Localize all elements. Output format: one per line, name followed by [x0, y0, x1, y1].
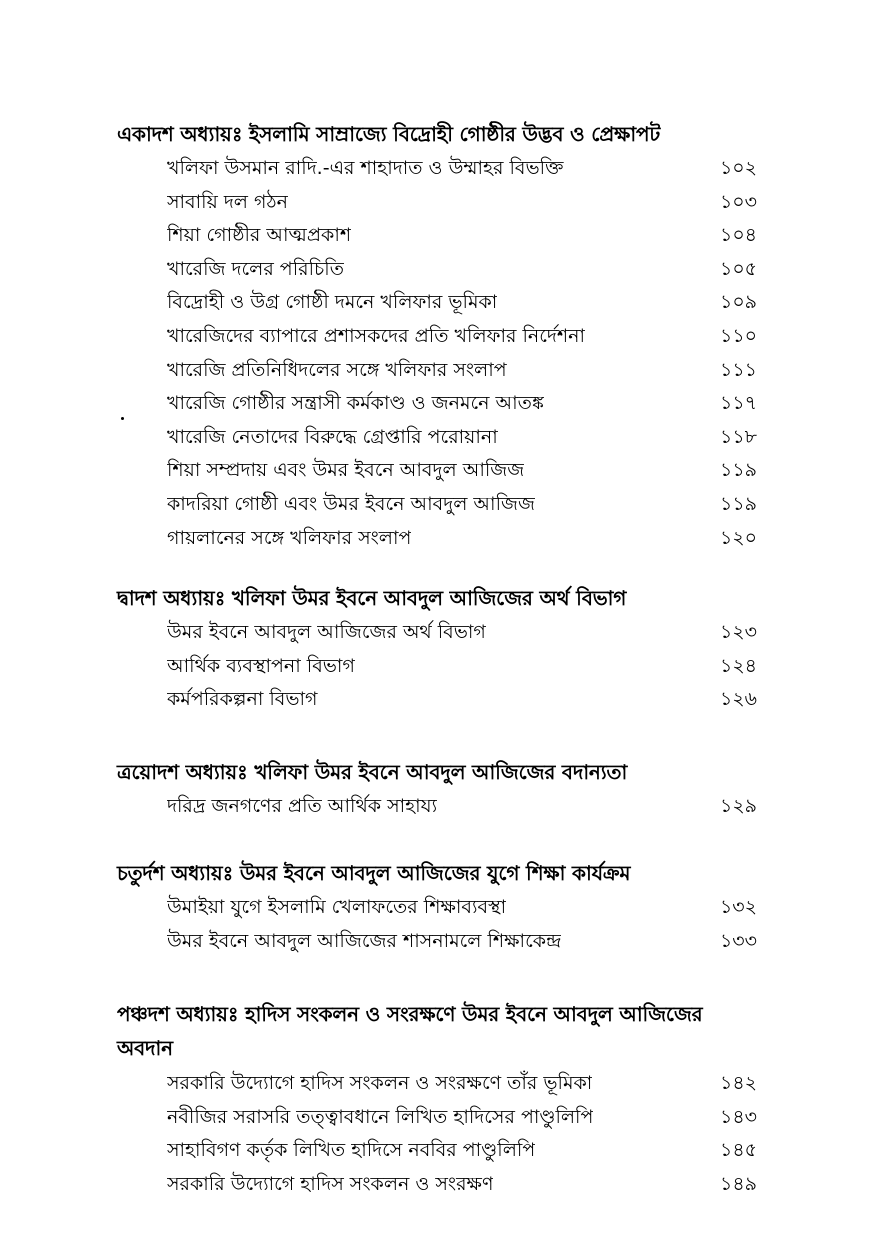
- entry-page-number: ১২৩: [719, 621, 757, 643]
- entry-title: উমর ইবনে আবদুল আজিজের শাসনামলে শিক্ষাকেন্দ্র: [167, 929, 562, 952]
- toc-entry: [117, 1067, 757, 1101]
- entry-list: [117, 891, 757, 958]
- entry-title: দরিদ্র জনগণের প্রতি আর্থিক সাহায্য: [167, 795, 438, 817]
- toc-entry: [117, 790, 757, 824]
- entry-title: খারেজি নেতাদের বিরুদ্ধে গ্রেপ্তারি পরোয়ানা: [167, 425, 498, 448]
- entry-title: শিয়া গোষ্ঠীর আত্মপ্রকাশ: [167, 224, 352, 247]
- toc-entry: [117, 891, 757, 925]
- entry-title: উমর ইবনে আবদুল আজিজের অর্থ বিভাগ: [167, 621, 486, 643]
- toc-entry: [117, 925, 757, 959]
- toc-entry: [117, 683, 757, 717]
- entry-page-number: ১৩২: [719, 896, 757, 918]
- entry-title: নবীজির সরাসরি তত্ত্বাবধানে লিখিত হাদিসের পাণ্ডুলিপি: [167, 1105, 594, 1128]
- entry-title: সাবায়ি দল গঠন: [167, 190, 288, 213]
- toc-entry: [117, 354, 757, 388]
- entry-title: খারেজি দলের পরিচিতি: [167, 257, 344, 280]
- chapter-11: [117, 118, 757, 555]
- entry-list: [117, 1067, 757, 1201]
- chapter-13: [117, 756, 757, 824]
- entry-page-number: ১১৮: [720, 425, 757, 448]
- entry-list: [117, 152, 757, 555]
- toc-entry: [117, 1168, 757, 1202]
- toc-entry: [117, 320, 757, 354]
- toc-entry: [117, 1101, 757, 1135]
- entry-page-number: ১২৬: [719, 688, 757, 711]
- entry-title: শিয়া সম্প্রদায় এবং উমর ইবনে আবদুল আজিজ: [167, 459, 525, 482]
- toc-entry: [117, 454, 757, 488]
- entry-title: কাদরিয়া গোষ্ঠী এবং উমর ইবনে আবদুল আজিজ: [167, 492, 536, 515]
- entry-page-number: ১০৪: [719, 224, 757, 247]
- entry-title: সরকারি উদ্যোগে হাদিস সংকলন ও সংরক্ষণ: [167, 1172, 494, 1195]
- toc-entry: [117, 522, 757, 556]
- chapter-heading: পঞ্চদশ অধ্যায়ঃ হাদিস সংকলন ও সংরক্ষণে উমর ইবনে আবদুল আজিজের অবদান: [117, 1002, 703, 1060]
- toc-entry: [117, 616, 757, 650]
- entry-page-number: ১১০: [719, 324, 757, 347]
- toc-entry: [117, 253, 757, 287]
- toc-entry: [117, 387, 757, 421]
- entry-title: খারেজি প্রতিনিধিদলের সঙ্গে খলিফার সংলাপ: [167, 358, 507, 381]
- toc-entry: [117, 650, 757, 684]
- chapter-heading: একাদশ অধ্যায়ঃ ইসলামি সাম্রাজ্যে বিদ্রোহী গোষ্ঠীর উদ্ভব ও প্রেক্ষাপট: [117, 122, 661, 146]
- entry-title: কর্মপরিকল্পনা বিভাগ: [167, 688, 318, 711]
- entry-page-number: ১২৪: [719, 654, 757, 677]
- toc-entry: [117, 488, 757, 522]
- toc-entry: [117, 186, 757, 220]
- entry-title: খলিফা উসমান রাদি.-এর শাহাদাত ও উম্মাহর বিভক্তি: [167, 157, 564, 179]
- chapter-14: [117, 857, 757, 958]
- entry-page-number: ১০৩: [719, 190, 757, 213]
- entry-title: গায়লানের সঙ্গে খলিফার সংলাপ: [167, 526, 412, 549]
- entry-title: উমাইয়া যুগে ইসলামি খেলাফতের শিক্ষাব্যবস্থা: [167, 896, 507, 918]
- entry-page-number: ১১১: [720, 358, 757, 381]
- entry-page-number: ১৪৩: [719, 1105, 757, 1128]
- entry-page-number: ১১৯: [720, 492, 757, 515]
- toc-entry: [117, 286, 757, 320]
- entry-page-number: ১২৯: [719, 795, 757, 817]
- entry-title: সাহাবিগণ কর্তৃক লিখিত হাদিসে নববির পাণ্ডুলিপি: [167, 1139, 536, 1162]
- entry-page-number: ১১৯: [720, 459, 757, 482]
- entry-page-number: ১১৭: [719, 392, 757, 415]
- entry-page-number: ১৪৫: [720, 1139, 757, 1162]
- entry-title: বিদ্রোহী ও উগ্র গোষ্ঠী দমনে খলিফার ভূমিকা: [167, 291, 498, 314]
- entry-page-number: ১০৫: [719, 257, 757, 280]
- chapter-heading: চতুর্দশ অধ্যায়ঃ উমর ইবনে আবদুল আজিজের যুগে শিক্ষা কার্যক্রম: [117, 861, 631, 885]
- entry-page-number: ১২০: [719, 526, 757, 549]
- entry-title: খারেজিদের ব্যাপারে প্রশাসকদের প্রতি খলিফার নির্দেশনা: [167, 324, 585, 347]
- entry-page-number: ১০৯: [719, 291, 757, 314]
- toc-entry: [117, 219, 757, 253]
- chapter-12: [117, 582, 757, 717]
- entry-title: সরকারি উদ্যোগে হাদিস সংকলন ও সংরক্ষণে তাঁর ভূমিকা: [167, 1072, 593, 1094]
- chapter-heading: দ্বাদশ অধ্যায়ঃ খলিফা উমর ইবনে আবদুল আজিজের অর্থ বিভাগ: [117, 586, 627, 610]
- entry-title: খারেজি গোষ্ঠীর সন্ত্রাসী কর্মকাণ্ড ও জনমনে আতঙ্ক: [167, 392, 544, 415]
- chapter-heading: ত্রয়োদশ অধ্যায়ঃ খলিফা উমর ইবনে আবদুল আজিজের বদান্যতা: [117, 760, 628, 784]
- entry-page-number: ১৩৩: [719, 929, 757, 952]
- entry-page-number: ১৪২: [719, 1072, 757, 1094]
- entry-title: আর্থিক ব্যবস্থাপনা বিভাগ: [167, 654, 355, 677]
- chapter-15: [117, 997, 757, 1201]
- entry-page-number: ১০২: [719, 157, 757, 179]
- toc-entry: [117, 1134, 757, 1168]
- entry-page-number: ১৪৯: [720, 1172, 757, 1195]
- toc-entry: [117, 152, 757, 186]
- toc-entry: [117, 421, 757, 455]
- entry-list: [117, 790, 757, 824]
- entry-list: [117, 616, 757, 717]
